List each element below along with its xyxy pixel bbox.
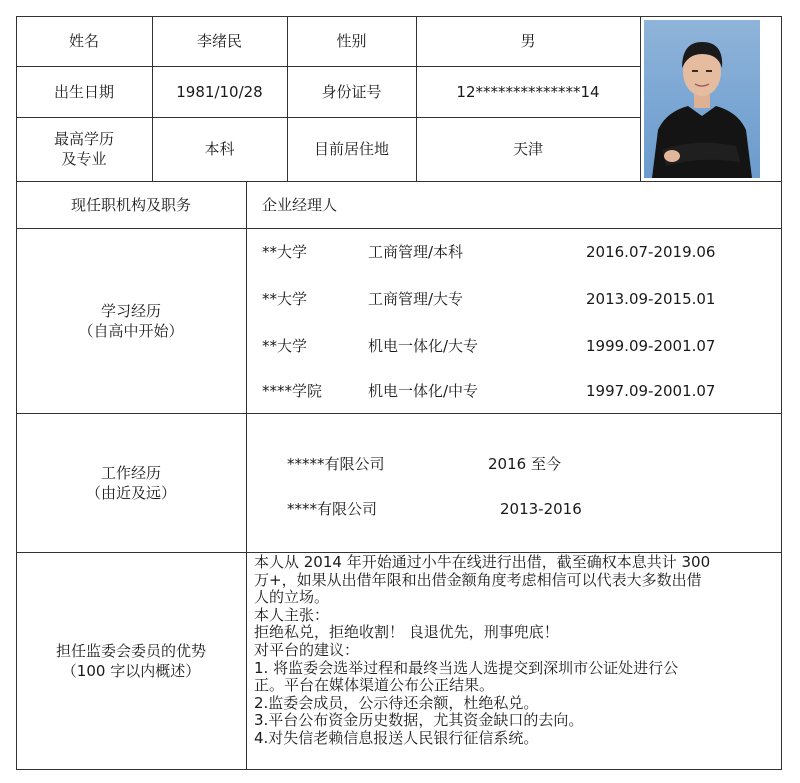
education-period: 2013.09-2015.01 (586, 290, 716, 308)
merit-label-line2: （100 字以内概述） (61, 662, 201, 680)
merit-line: 正。平台在媒体渠道公布公正结果。 (254, 676, 495, 695)
merit-label-line1: 担任监委会委员的优势 (55, 642, 206, 660)
merit-line: 本人主张： (254, 605, 330, 624)
work-history-label-line1: 工作经历 (100, 463, 161, 482)
education-school: **大学 (262, 337, 308, 355)
col-divider (246, 181, 247, 770)
education-major: 机电一体化/大专 (368, 337, 479, 355)
merit-line: 拒绝私兑，拒绝收割！ 良退优先，刑事兜底！ (254, 623, 559, 642)
birth-value: 1981/10/28 (176, 82, 263, 101)
merit-text (254, 554, 776, 748)
merit-line: 本人从 2014 年开始通过小牛在线进行出借，截至确权本息共计 300 (254, 553, 711, 571)
merit-line: 2.监委会成员，公示待还余额，杜绝私兑。 (254, 693, 539, 712)
work-history-label (16, 413, 246, 552)
merit-line: 人的立场。 (254, 588, 330, 607)
education-history-label (16, 228, 246, 413)
education-value: 本科 (204, 140, 235, 158)
merit-line: 3.平台公布资金历史数据，尤其资金缺口的去向。 (254, 711, 584, 730)
work-company: *****有限公司 (287, 455, 385, 473)
id-value: 12**************14 (456, 82, 600, 101)
merit-label (16, 552, 246, 770)
education-school: ****学院 (262, 382, 323, 400)
merit-line: 4.对失信老赖信息报送人民银行征信系统。 (254, 728, 539, 747)
education-school: **大学 (262, 243, 308, 261)
gender-label: 性别 (336, 32, 367, 50)
education-period: 2016.07-2019.06 (586, 243, 716, 261)
profile-photo (644, 20, 760, 178)
education-label-line2: 及专业 (61, 150, 107, 168)
residence-label: 目前居住地 (313, 140, 389, 158)
work-company: ****有限公司 (287, 500, 378, 518)
name-label: 姓名 (68, 32, 99, 50)
merit-line: 万+，如果从出借年限和出借金额角度考虑相信可以代表大多数出借 (254, 570, 702, 589)
education-major: 机电一体化/中专 (368, 382, 479, 400)
position-value: 企业经理人 (262, 195, 338, 214)
education-school: **大学 (262, 290, 308, 308)
education-period: 1997.09-2001.07 (586, 382, 716, 400)
merit-line: 1. 将监委会选举过程和最终当选人选提交到深圳市公证处进行公 (254, 658, 679, 677)
gender-value: 男 (520, 32, 536, 50)
education-history-label-line1: 学习经历 (100, 301, 161, 320)
position-label: 现任职机构及职务 (70, 195, 191, 214)
col-divider (640, 16, 641, 181)
id-label: 身份证号 (321, 82, 382, 101)
work-period: 2016 至今 (488, 455, 561, 473)
residence-value: 天津 (512, 140, 543, 158)
name-value: 李绪民 (196, 32, 242, 50)
education-history-label-line2: （自高中开始） (78, 321, 184, 340)
merit-line: 对平台的建议： (254, 640, 360, 659)
work-history-label-line2: （由近及远） (85, 483, 176, 502)
education-label-line1: 最高学历 (53, 130, 114, 148)
work-period: 2013-2016 (500, 500, 582, 518)
education-major: 工商管理/大专 (368, 290, 464, 308)
education-period: 1999.09-2001.07 (586, 337, 716, 355)
education-label (16, 117, 152, 181)
person-portrait-icon (644, 20, 760, 178)
birth-label: 出生日期 (53, 82, 114, 101)
education-major: 工商管理/本科 (368, 243, 464, 261)
